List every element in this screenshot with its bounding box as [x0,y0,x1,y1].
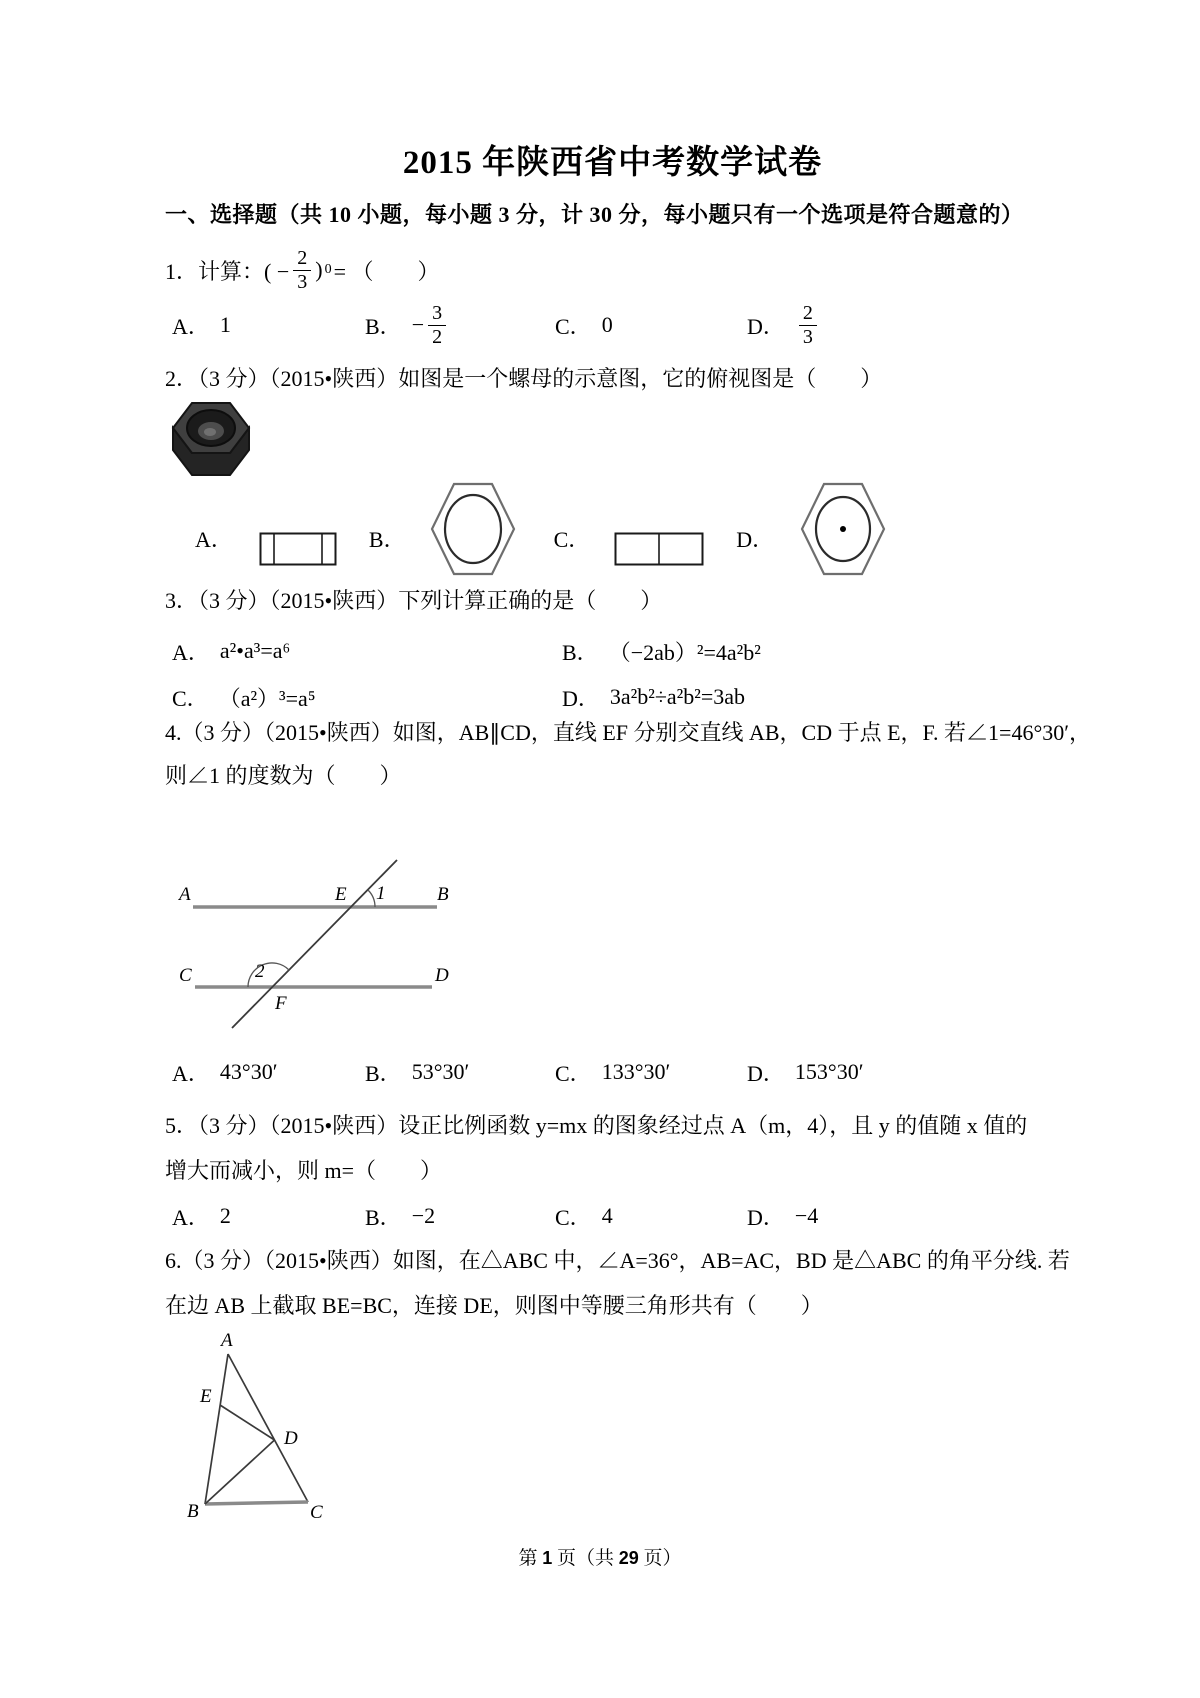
q4-label-E: E [335,884,347,905]
q1-option-d-numerator: 2 [802,301,813,324]
q3-option-a-text: a²•a³=a⁶ [219,638,291,663]
q4-option-a-text: 43°30′ [219,1059,278,1084]
base-BC [205,1502,308,1504]
q5-stem-line1: 5．（3 分）（2015•陕西）设正比例函数 y=mx 的图象经过点 A（m，4），且 y 的值随 x 值的 [165,1113,1028,1138]
q5-option-a-text: 2 [219,1203,231,1228]
q1-option-d-fraction [799,302,817,349]
q1-option-b-label: B． [365,313,402,339]
q5-option-b [365,1201,555,1232]
q1-fraction [293,247,311,294]
q4-option-c-text: 133°30′ [601,1059,671,1084]
transversal-EF [232,860,397,1028]
q4-figure-parallel-lines [165,850,465,1046]
q6-stem-line2: 在边 AB 上截取 BE=BC，连接 DE，则图中等腰三角形共有（ ） [165,1293,823,1318]
q6-label-A: A [221,1332,233,1351]
nut-hole-glint [204,428,216,436]
q2-option-a-shape-rect-three-cells [259,532,337,566]
q4-stem-line2: 则∠1 的度数为（ ） [165,763,402,788]
q5-options [165,1196,1067,1236]
q1-option-d-denominator: 3 [799,325,817,349]
q5-option-c [555,1201,747,1232]
q1-option-d-label: D． [747,313,785,339]
q4-option-a [172,1057,365,1088]
q5-option-d-label: D． [747,1204,785,1230]
q1-option-c [555,310,747,341]
q3-option-c-label: C． [172,685,209,711]
q4-option-a-label: A． [172,1060,210,1086]
q3-options-row1 [165,628,1067,674]
q1-stem-prefix: 1．计算：( − [165,258,290,284]
q1-option-d [747,302,1067,349]
q5-option-c-label: C． [555,1204,592,1230]
q5-option-b-label: B． [365,1204,402,1230]
q2-option-d-shape-hexagon-circle-dot [798,478,888,580]
q1-option-a [172,310,365,341]
q4-angle2-label: 2 [255,961,265,982]
footer-page-number: 1 [542,1548,553,1568]
q3-stem: 3．（3 分）（2015•陕西）下列计算正确的是（ ） [165,588,663,613]
q1-close-paren: ) [315,257,323,282]
q4-angle1-label: 1 [376,883,386,904]
q2-option-c-label: C． [553,527,591,552]
q3-option-d-label: D． [562,685,600,711]
q2-option-b-shape-hexagon-circle [428,478,518,580]
section-header: 一、选择题（共 10 小题，每小题 3 分，计 30 分，每小题只有一个选项是符合题意的） [165,202,1024,227]
q3-option-d [562,682,1067,713]
q5-option-d-text: −4 [794,1203,819,1228]
q6-label-B: B [187,1501,199,1522]
q4-option-b-label: B． [365,1060,402,1086]
q3-options-row2 [165,674,1067,720]
segment-ED [220,1405,275,1440]
q2-option-d-label: D． [736,527,775,552]
q6-figure-triangle [160,1332,360,1524]
q2-stem: 2．（3 分）（2015•陕西）如图是一个螺母的示意图，它的俯视图是（ ） [165,366,883,391]
q1-option-c-label: C． [555,313,592,339]
q2-options [165,476,1060,580]
q3-option-d-text: 3a²b²÷a²b²=3ab [609,684,746,709]
q3-option-b-label: B． [562,639,599,665]
q1-fraction-denominator: 3 [293,270,311,294]
q4-label-C: C [179,965,192,986]
q6-label-D: D [284,1428,298,1449]
q3-option-a [172,636,562,667]
q5-option-a [172,1201,365,1232]
q4-option-b [365,1057,555,1088]
q3-option-c-text: （a²）³=a⁵ [218,685,316,711]
q3-option-a-label: A． [172,639,210,665]
q5-stem-line2: 增大而减小，则 m=（ ） [165,1158,443,1183]
q6-label-E: E [200,1386,212,1407]
q4-option-d-label: D． [747,1060,785,1086]
q5-option-b-text: −2 [411,1203,436,1228]
page-footer [0,1543,1200,1570]
q1-option-b-denominator: 2 [428,325,446,349]
q1-exponent: 0 [324,262,332,277]
q6-label-C: C [310,1502,323,1523]
q2-option-b-label: B． [368,527,406,552]
footer-suffix: 页） [643,1548,682,1569]
q5-option-a-label: A． [172,1204,210,1230]
q1-option-b-sign: − [411,312,425,337]
q1-option-a-label: A． [172,313,210,339]
q1-option-c-text: 0 [601,312,613,337]
q1-option-b-numerator: 3 [432,301,443,324]
side-AB [205,1354,228,1504]
q1-fraction-numerator: 2 [297,246,308,269]
angle1-arc [368,890,375,907]
q4-options [165,1052,1067,1092]
q4-label-F: F [275,993,287,1014]
q1-option-b-fraction [428,302,446,349]
q3-option-b [562,636,1067,667]
q3-option-c [172,682,562,713]
footer-prefix: 第 [518,1548,538,1569]
q3-option-b-text: （−2ab）²=4a²b² [608,639,761,665]
q1-equals-blank: = （ ） [333,258,440,284]
q1-option-b [365,302,555,349]
q4-label-D: D [435,965,449,986]
q5-option-c-text: 4 [601,1203,613,1228]
q4-label-A: A [179,884,191,905]
footer-middle: 页（共 [556,1548,614,1569]
q6-stem-line1: 6.（3 分）（2015•陕西）如图，在△ABC 中，∠A=36°，AB=AC，BD 是△ABC 的角平分线. 若 [165,1248,1070,1273]
q4-option-c [555,1057,747,1088]
q4-option-d [747,1057,1067,1088]
nut-image [168,398,254,478]
q4-option-c-label: C． [555,1060,592,1086]
bisector-BD [205,1440,275,1504]
footer-total-pages: 29 [618,1548,639,1568]
q2-option-c-shape-rect-two-cells [614,532,704,566]
q4-option-b-text: 53°30′ [411,1059,470,1084]
q1-option-a-text: 1 [219,312,231,337]
q4-option-d-text: 153°30′ [794,1059,864,1084]
q4-label-B: B [437,884,449,905]
q1-stem [165,238,1060,302]
q5-option-d [747,1201,1067,1232]
q2-option-a-label: A． [195,527,233,552]
q1-options [165,296,1067,354]
page-title: 2015 年陕西省中考数学试卷 [402,145,823,181]
q4-stem-line1: 4.（3 分）（2015•陕西）如图，AB∥CD，直线 EF 分别交直线 AB，CD 于点 E，F. 若∠1=46°30′， [165,720,1092,745]
